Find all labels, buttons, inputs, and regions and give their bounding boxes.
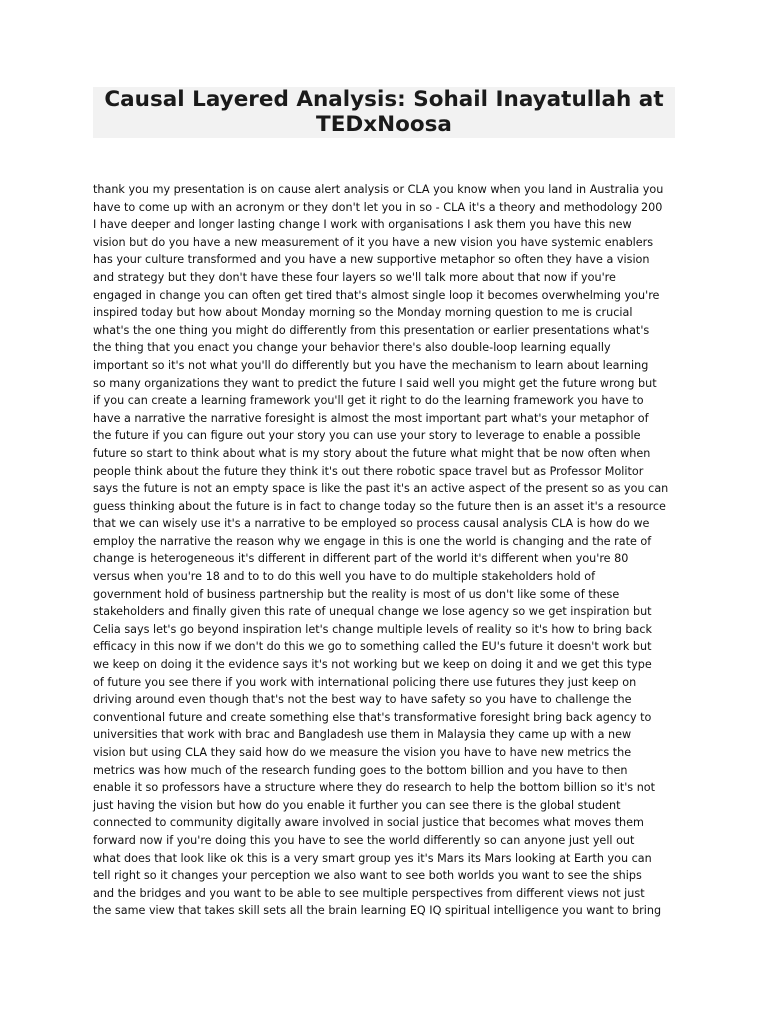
transcript-line: tell right so it changes your perception we also want to see both worlds you want to see the ships xyxy=(93,869,642,883)
transcript-line: we keep on doing it the evidence says it's not working but we keep on doing it and we get this type xyxy=(93,658,652,672)
transcript-line: that we can wisely use it's a narrative to be employed so process causal analysis CLA is how do we xyxy=(93,517,650,531)
transcript-line: says the future is not an empty space is like the past it's an active aspect of the present so as you can xyxy=(93,482,669,496)
transcript-line: important so it's not what you'll do differently but you have the mechanism to learn about learning xyxy=(93,358,649,372)
transcript-line: the thing that you enact you change your behavior there's also double-loop learning equally xyxy=(93,341,611,355)
transcript-line: stakeholders and finally given this rate of unequal change we lose agency so we get inspiration but xyxy=(93,605,652,619)
transcript-line: versus when you're 18 and to to do this well you have to do multiple stakeholders hold of xyxy=(93,570,596,584)
transcript-line: Celia says let's go beyond inspiration let's change multiple levels of reality so it's how to bring back xyxy=(93,622,652,636)
transcript-line: guess thinking about the future is in fact to change today so the future then is an asset it's a resource xyxy=(93,499,666,513)
transcript-line: engaged in change you can often get tired that's almost single loop it becomes overwhelming you're xyxy=(93,288,660,302)
transcript-line: what does that look like ok this is a very smart group yes it's Mars its Mars looking at Earth you can xyxy=(93,851,652,865)
transcript-line: change is heterogeneous it's different in different part of the world it's different when you're 80 xyxy=(93,552,629,566)
transcript-body xyxy=(93,181,677,920)
transcript-line: efficacy in this now if we don't do this we go to something called the EU's future it doesn't work but xyxy=(93,640,652,654)
transcript-line: government hold of business partnership but the reality is most of us don't like some of these xyxy=(93,587,620,601)
transcript-line: forward now if you're doing this you have to see the world differently so can anyone just yell out xyxy=(93,833,635,847)
transcript-line: the future if you can figure out your story you can use your story to leverage to enable a possible xyxy=(93,429,641,443)
transcript-line: connected to community digitally aware involved in social justice that becomes what moves them xyxy=(93,816,644,830)
transcript-line: vision but using CLA they said how do we measure the vision you have to have new metrics the xyxy=(93,746,632,759)
document-title: Causal Layered Analysis: Sohail Inayatullah at TEDxNoosa xyxy=(104,87,664,137)
transcript-line: so many organizations they want to predict the future I said well you might get the future wrong but xyxy=(93,376,657,390)
transcript-line: thank you my presentation is on cause alert analysis or CLA you know when you land in Australia you xyxy=(93,183,664,196)
transcript-line: have to come up with an acronym or they don't let you in so - CLA it's a theory and methodology 200 xyxy=(93,200,663,214)
transcript-line: conventional future and create something else that's transformative foresight bring back agency to xyxy=(93,710,652,724)
transcript-line: have a narrative the narrative foresight is almost the most important part what's your metaphor of xyxy=(93,411,649,425)
transcript-line: metrics was how much of the research funding goes to the bottom billion and you have to then xyxy=(93,763,628,777)
transcript-line: I have deeper and longer lasting change I work with organisations I ask them you have this new xyxy=(93,218,632,232)
transcript-line: just having the vision but how do you enable it further you can see there is the global student xyxy=(93,798,621,812)
transcript-line: vision but do you have a new measurement of it you have a new vision you have systemic enablers xyxy=(93,235,654,249)
transcript-line: has your culture transformed and you have a new supportive metaphor so often they have a vision xyxy=(93,253,650,267)
transcript-line: if you can create a learning framework you'll get it right to do the learning framework you have to xyxy=(93,394,644,408)
transcript-line: people think about the future they think it's out there robotic space travel but as Professor Molitor xyxy=(93,464,644,478)
transcript-line: enable it so professors have a structure where they do research to help the bottom billion so it's not xyxy=(93,781,656,795)
transcript-line: future so start to think about what is my story about the future what might that be now often when xyxy=(93,446,651,460)
transcript-line: driving around even though that's not the best way to have safety so you have to challenge the xyxy=(93,693,632,707)
transcript-line: universities that work with brac and Bangladesh use them in Malaysia they came up with a new xyxy=(93,728,632,742)
transcript-line: inspired today but how about Monday morning so the Monday morning question to me is crucial xyxy=(93,306,633,320)
transcript-line: of future you see there if you work with international policing there use futures they just keep on xyxy=(93,675,637,689)
transcript-line: and the bridges and you want to be able to see multiple perspectives from different views not just xyxy=(93,886,645,900)
title-box xyxy=(93,87,675,138)
transcript-line: what's the one thing you might do differently from this presentation or earlier presentations what's xyxy=(93,323,650,337)
transcript-line: and strategy but they don't have these four layers so we'll talk more about that now if you're xyxy=(93,270,616,284)
transcript-line: employ the narrative the reason why we engage in this is one the world is changing and the rate of xyxy=(93,534,652,548)
transcript-line: the same view that takes skill sets all the brain learning EQ IQ spiritual intelligence you want to bring xyxy=(93,904,662,918)
